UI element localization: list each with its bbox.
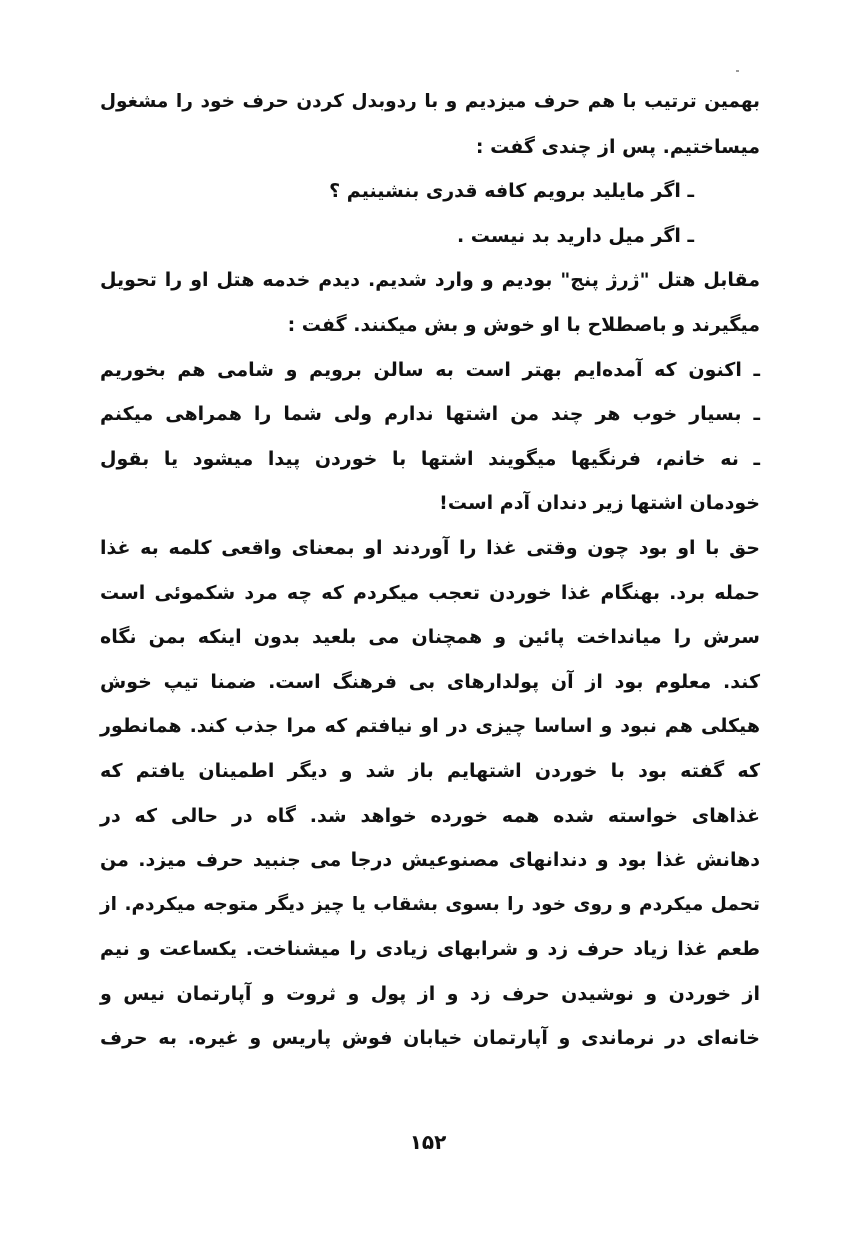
text-line: خودمان اشتها زیر دندان آدم است! bbox=[439, 492, 760, 515]
text-line: هیکلی هم نبود و اساسا چیزی در او نیافتم که مرا جذب کند. همانطور bbox=[100, 715, 760, 738]
scan-speck bbox=[736, 70, 739, 72]
text-line: میگیرند و باصطلاح با او خوش و بش میکنند. گفت : bbox=[287, 313, 760, 336]
text-line: کند. معلوم بود از آن پولدارهای بی فرهنگ است. ضمنا تیپ خوش bbox=[100, 670, 760, 693]
dialog-line: ـ اکنون که آمده‌ایم بهتر است به سالن برویم و شامی هم بخوریم bbox=[100, 358, 760, 381]
dialog-line: ـ اگر میل دارید بد نیست . bbox=[456, 224, 694, 247]
text-line: بهمین ترتیب با هم حرف میزدیم و با ردوبدل کردن حرف خود را مشغول bbox=[100, 91, 760, 112]
dialog-line: ـ نه خانم، فرنگیها میگویند اشتها با خوردن پیدا میشود یا بقول bbox=[100, 447, 760, 470]
text-line: غذاهای خواسته شده همه خورده خواهد شد. گاه در حالی که در bbox=[100, 804, 760, 827]
text-line: که گفته بود با خوردن اشتهایم باز شد و دیگر اطمینان یافتم که bbox=[100, 759, 760, 782]
text-line: طعم غذا زیاد حرف زد و شرابهای زیادی را میشناخت. یکساعت و نیم bbox=[100, 938, 760, 961]
dialog-line: ـ بسیار خوب هر چند من اشتها ندارم ولی شما را همراهی میکنم bbox=[100, 403, 760, 426]
text-line: حمله برد. بهنگام غذا خوردن تعجب میکردم که چه مرد شکموئی است bbox=[100, 581, 760, 604]
text-line: تحمل میکردم و روی خود را بسوی بشقاب یا چیز دیگر متوجه میکردم. از bbox=[100, 893, 760, 915]
text-line: خانه‌ای در نرماندی و آپارتمان خیابان فوش پاریس و غیره. به حرف bbox=[100, 1027, 760, 1050]
text-line: حق با او بود چون وقتی غذا را آوردند او بمعنای واقعی کلمه به غذا bbox=[100, 536, 760, 559]
dialog-line: ـ اگر مایلید برویم کافه قدری بنشینیم ؟ bbox=[329, 180, 694, 203]
page-body-text bbox=[100, 80, 760, 1061]
text-line: مقابل هتل "ژرژ پنج" بودیم و وارد شدیم. دیدم خدمه هتل او را تحویل bbox=[100, 269, 760, 292]
text-line: میساختیم. پس از چندی گفت : bbox=[475, 135, 760, 158]
text-line: دهانش غذا بود و دندانهای مصنوعیش درجا می جنبید حرف میزد. من bbox=[100, 849, 760, 872]
text-line: سرش را میانداخت پائین و همچنان می بلعید بدون اینکه بمن نگاه bbox=[100, 626, 760, 649]
page-number: ۱۵۲ bbox=[409, 1130, 447, 1154]
text-line: از خوردن و نوشیدن حرف زد و از پول و ثروت و آپارتمان نیس و bbox=[100, 982, 760, 1005]
